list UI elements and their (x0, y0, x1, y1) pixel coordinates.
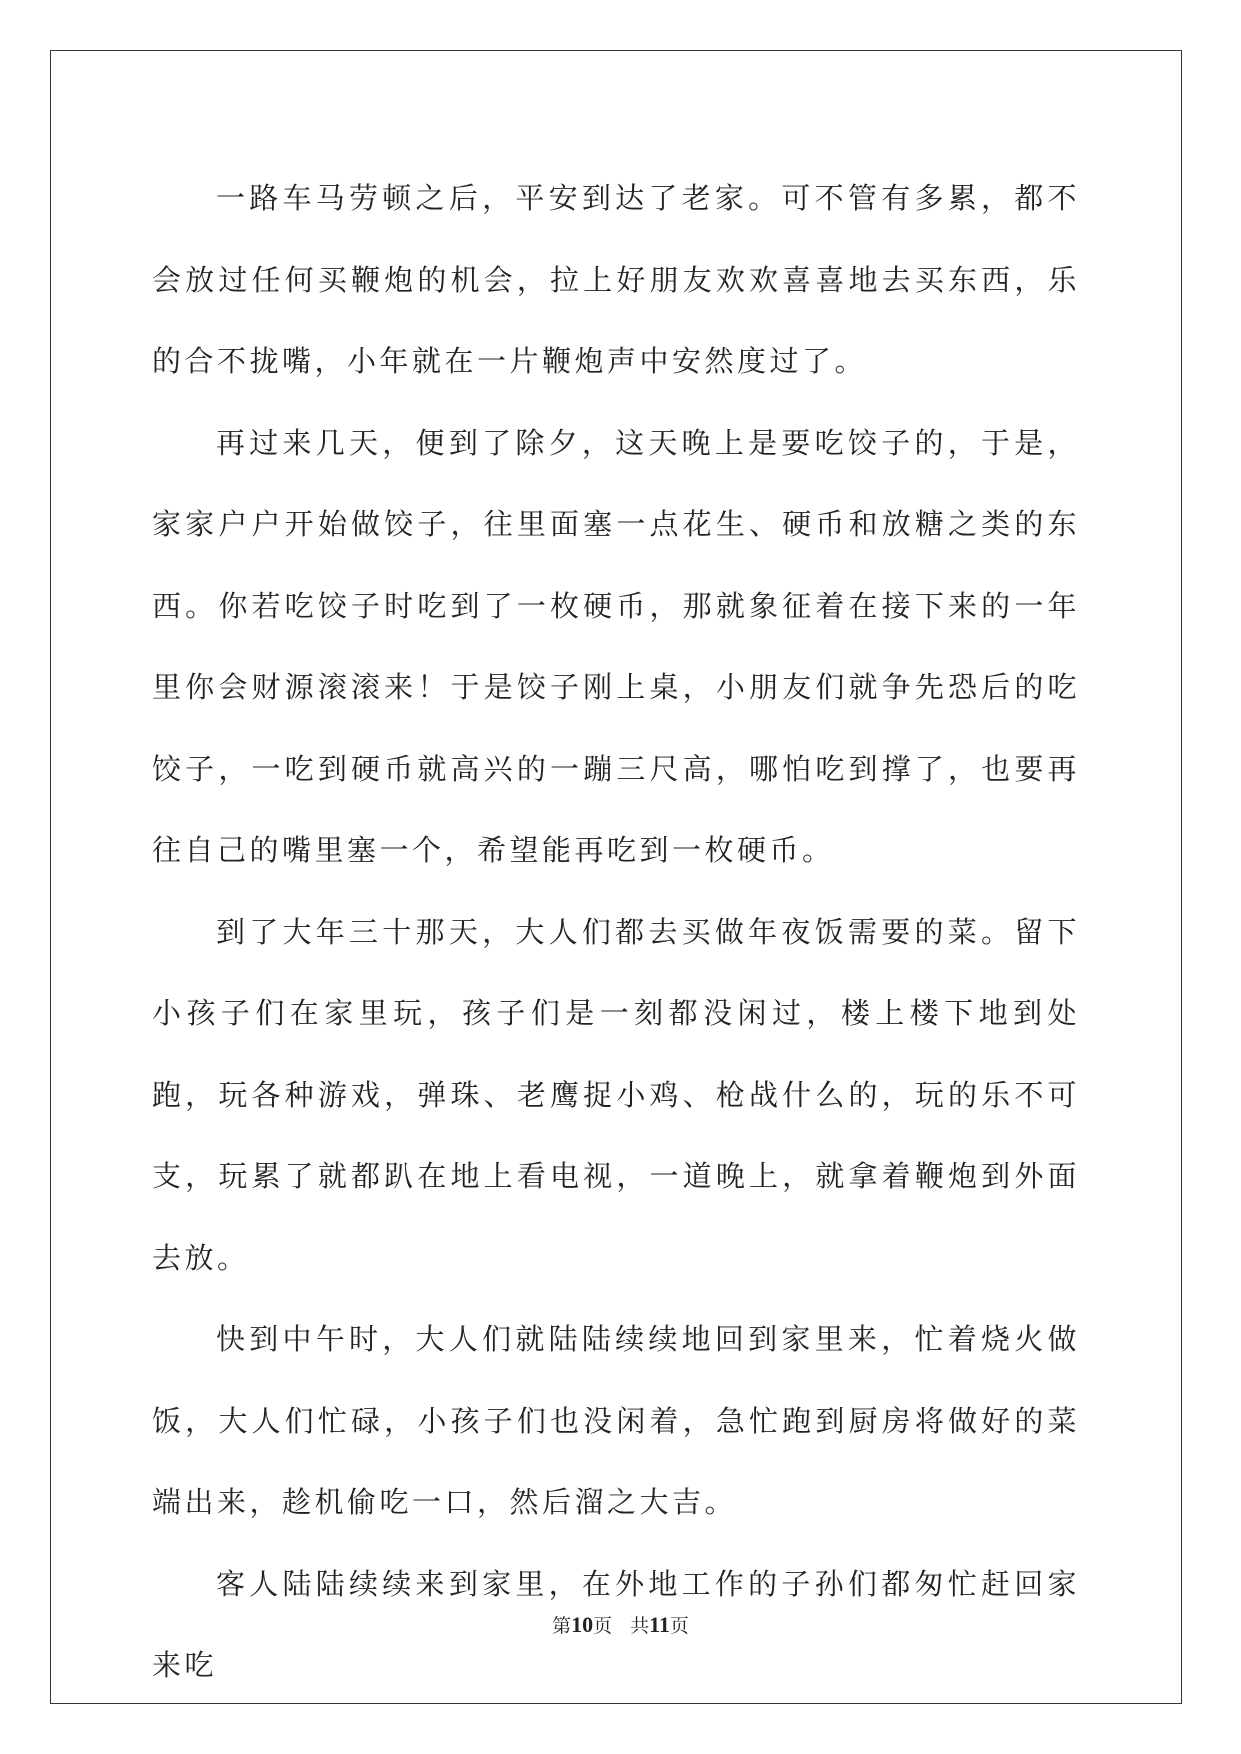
page-number-current: 10 (571, 1612, 594, 1637)
page-number-prefix: 第 (552, 1616, 572, 1637)
paragraph-3: 到了大年三十那天，大人们都去买做年夜饭需要的菜。留下小孩子们在家里玩，孩子们是一刻都没闲过，楼上楼下地到处跑，玩各种游戏，弹珠、老鹰捉小鸡、枪战什么的，玩的乐不可支，玩累了就都趴在地上看电视，一道晚上，就拿着鞭炮到外面去放。 (152, 914, 1080, 1275)
paragraph-4: 快到中午时，大人们就陆陆续续地回到家里来，忙着烧火做饭，大人们忙碌，小孩子们也没闲着，急忙跑到厨房将做好的菜端出来，趁机偷吃一口，然后溜之大吉。 (152, 1322, 1080, 1519)
page-total-prefix: 共 (630, 1616, 650, 1637)
page-footer (0, 1611, 1241, 1638)
page-total-suffix: 页 (669, 1616, 689, 1637)
page-total-count: 11 (649, 1612, 670, 1637)
paragraph-1: 一路车马劳顿之后，平安到达了老家。可不管有多累，都不会放过任何买鞭炮的机会，拉上好朋友欢欢喜喜地去买东西，乐的合不拢嘴，小年就在一片鞭炮声中安然度过了。 (152, 181, 1080, 378)
paragraph-5: 客人陆陆续续来到家里，在外地工作的子孙们都匆忙赶回家来吃 (152, 1566, 1080, 1682)
paragraph-2: 再过来几天，便到了除夕，这天晚上是要吃饺子的，于是，家家户户开始做饺子，往里面塞一点花生、硬币和放糖之类的东西。你若吃饺子时吃到了一枚硬币，那就象征着在接下来的一年里你会财源滚滚来！于是饺子刚上桌，小朋友们就争先恐后的吃饺子，一吃到硬币就高兴的一蹦三尺高，哪怕吃到撑了，也要再往自己的嘴里塞一个，希望能再吃到一枚硬币。 (152, 425, 1080, 867)
document-body (152, 158, 1080, 1707)
page-number-suffix: 页 (593, 1616, 613, 1637)
